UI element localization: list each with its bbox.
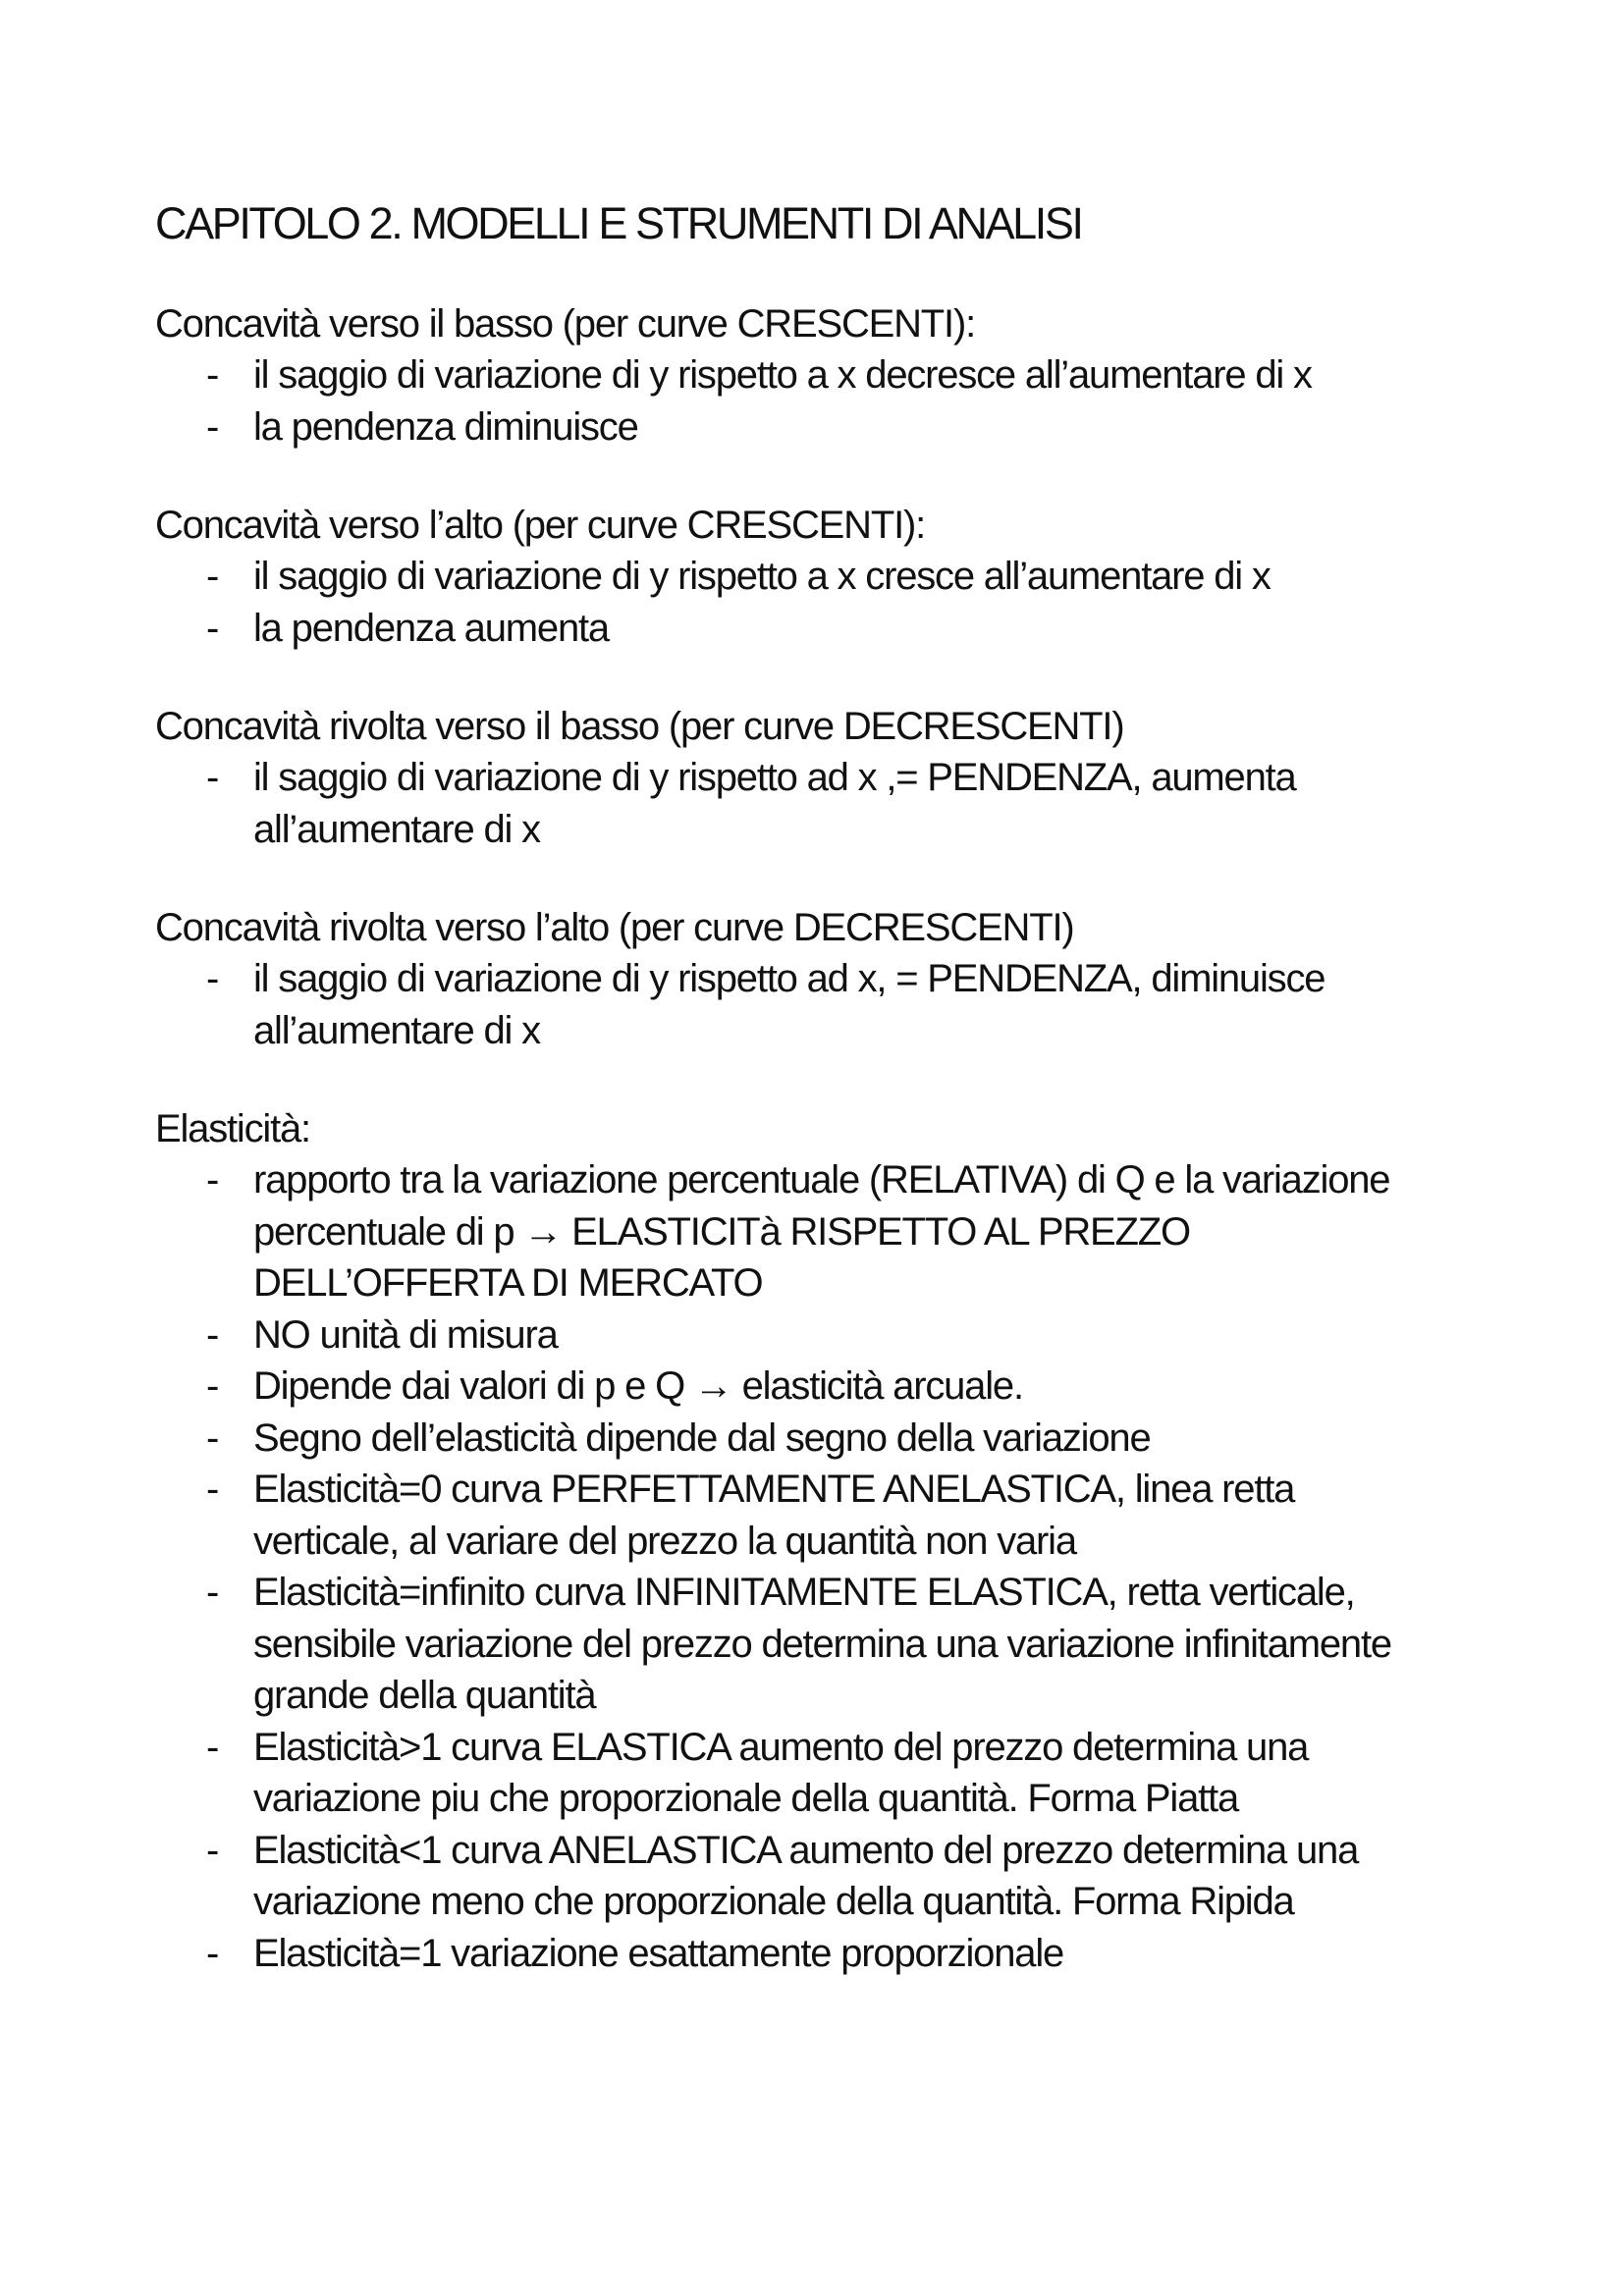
section-heading: Elasticità: [155,1107,310,1150]
section-concavity-down-increasing [155,298,1530,453]
list-item-text: Elasticità=0 curva PERFETTAMENTE ANELASTICA, linea retta verticale, al variare del prezzo la quantità non varia [253,1468,1295,1563]
list-item [155,1928,1432,1980]
section-concavity-up-increasing [155,500,1530,654]
bullet-list [155,953,1530,1056]
dash-bullet: - [206,756,219,799]
list-item-text: la pendenza aumenta [253,606,609,650]
dash-bullet: - [206,957,219,1000]
list-item-text: Segno dell’elasticità dipende dal segno della variazione [253,1415,1151,1460]
list-item-text: Dipende dai valori di p e Q → elasticità arcuale. [253,1364,1023,1408]
chapter-title: CAPITOLO 2. MODELLI E STRUMENTI DI ANALISI [155,198,1082,248]
dash-bullet: - [206,606,219,650]
bullet-list [155,752,1530,855]
section-concavity-up-decreasing [155,902,1530,1056]
dash-bullet: - [206,1415,219,1460]
list-item [155,401,1432,454]
dash-bullet: - [206,1468,219,1511]
list-item-text: NO unità di misura [253,1312,558,1357]
dash-bullet: - [206,1725,219,1769]
list-item [155,1413,1432,1465]
list-item [155,1567,1432,1722]
list-item-text: Elasticità>1 curva ELASTICA aumento del prezzo determina una variazione piu che proporzionale della quantità. Forma Piatta [253,1725,1309,1820]
list-item [155,752,1432,855]
page-content [155,196,1530,1979]
dash-bullet: - [206,404,219,449]
section-heading: Concavità rivolta verso il basso (per curve DECRESCENTI) [155,705,1124,748]
list-item-text: Elasticità<1 curva ANELASTICA aumento del prezzo determina una variazione meno che proporzionale della quantità. Forma Ripida [253,1828,1359,1923]
list-item [155,1464,1432,1567]
list-item [155,551,1432,603]
list-item [155,1154,1432,1309]
list-item-text: rapporto tra la variazione percentuale (RELATIVA) di Q e la variazione percentuale di p → ELASTICITà RISPETTO AL PREZZO DELL’OFFERTA DI MERCATO [253,1158,1390,1305]
list-item-text: Elasticità=infinito curva INFINITAMENTE ELASTICA, retta verticale, sensibile variazione del prezzo determina una variazione infinitamente grande della quantità [253,1571,1391,1717]
list-item-text: Elasticità=1 variazione esattamente proporzionale [253,1931,1064,1975]
section-elasticity [155,1103,1530,1979]
list-item-text: il saggio di variazione di y rispetto a x cresce all’aumentare di x [253,555,1271,598]
list-item [155,349,1432,401]
bullet-list [155,349,1530,453]
list-item-text: la pendenza diminuisce [253,404,638,449]
section-concavity-down-decreasing [155,701,1530,855]
dash-bullet: - [206,1312,219,1357]
list-item [155,1825,1432,1928]
dash-bullet: - [206,1571,219,1614]
section-heading: Concavità verso l’alto (per curve CRESCENTI): [155,504,926,547]
bullet-list [155,551,1530,654]
list-item-text: il saggio di variazione di y rispetto ad x, = PENDENZA, diminuisce all’aumentare di x [253,957,1325,1052]
list-item [155,1361,1432,1413]
list-item [155,1309,1432,1362]
dash-bullet: - [206,1158,219,1201]
dash-bullet: - [206,353,219,397]
dash-bullet: - [206,1931,219,1975]
list-item [155,603,1432,655]
section-heading: Concavità verso il basso (per curve CRESCENTI): [155,302,975,346]
dash-bullet: - [206,555,219,598]
dash-bullet: - [206,1828,219,1872]
list-item-text: il saggio di variazione di y rispetto ad x ,= PENDENZA, aumenta all’aumentare di x [253,756,1296,851]
dash-bullet: - [206,1364,219,1408]
list-item [155,953,1432,1056]
bullet-list [155,1154,1530,1979]
list-item-text: il saggio di variazione di y rispetto a x decresce all’aumentare di x [253,353,1312,397]
section-heading: Concavità rivolta verso l’alto (per curve DECRESCENTI) [155,906,1074,949]
list-item [155,1722,1432,1825]
